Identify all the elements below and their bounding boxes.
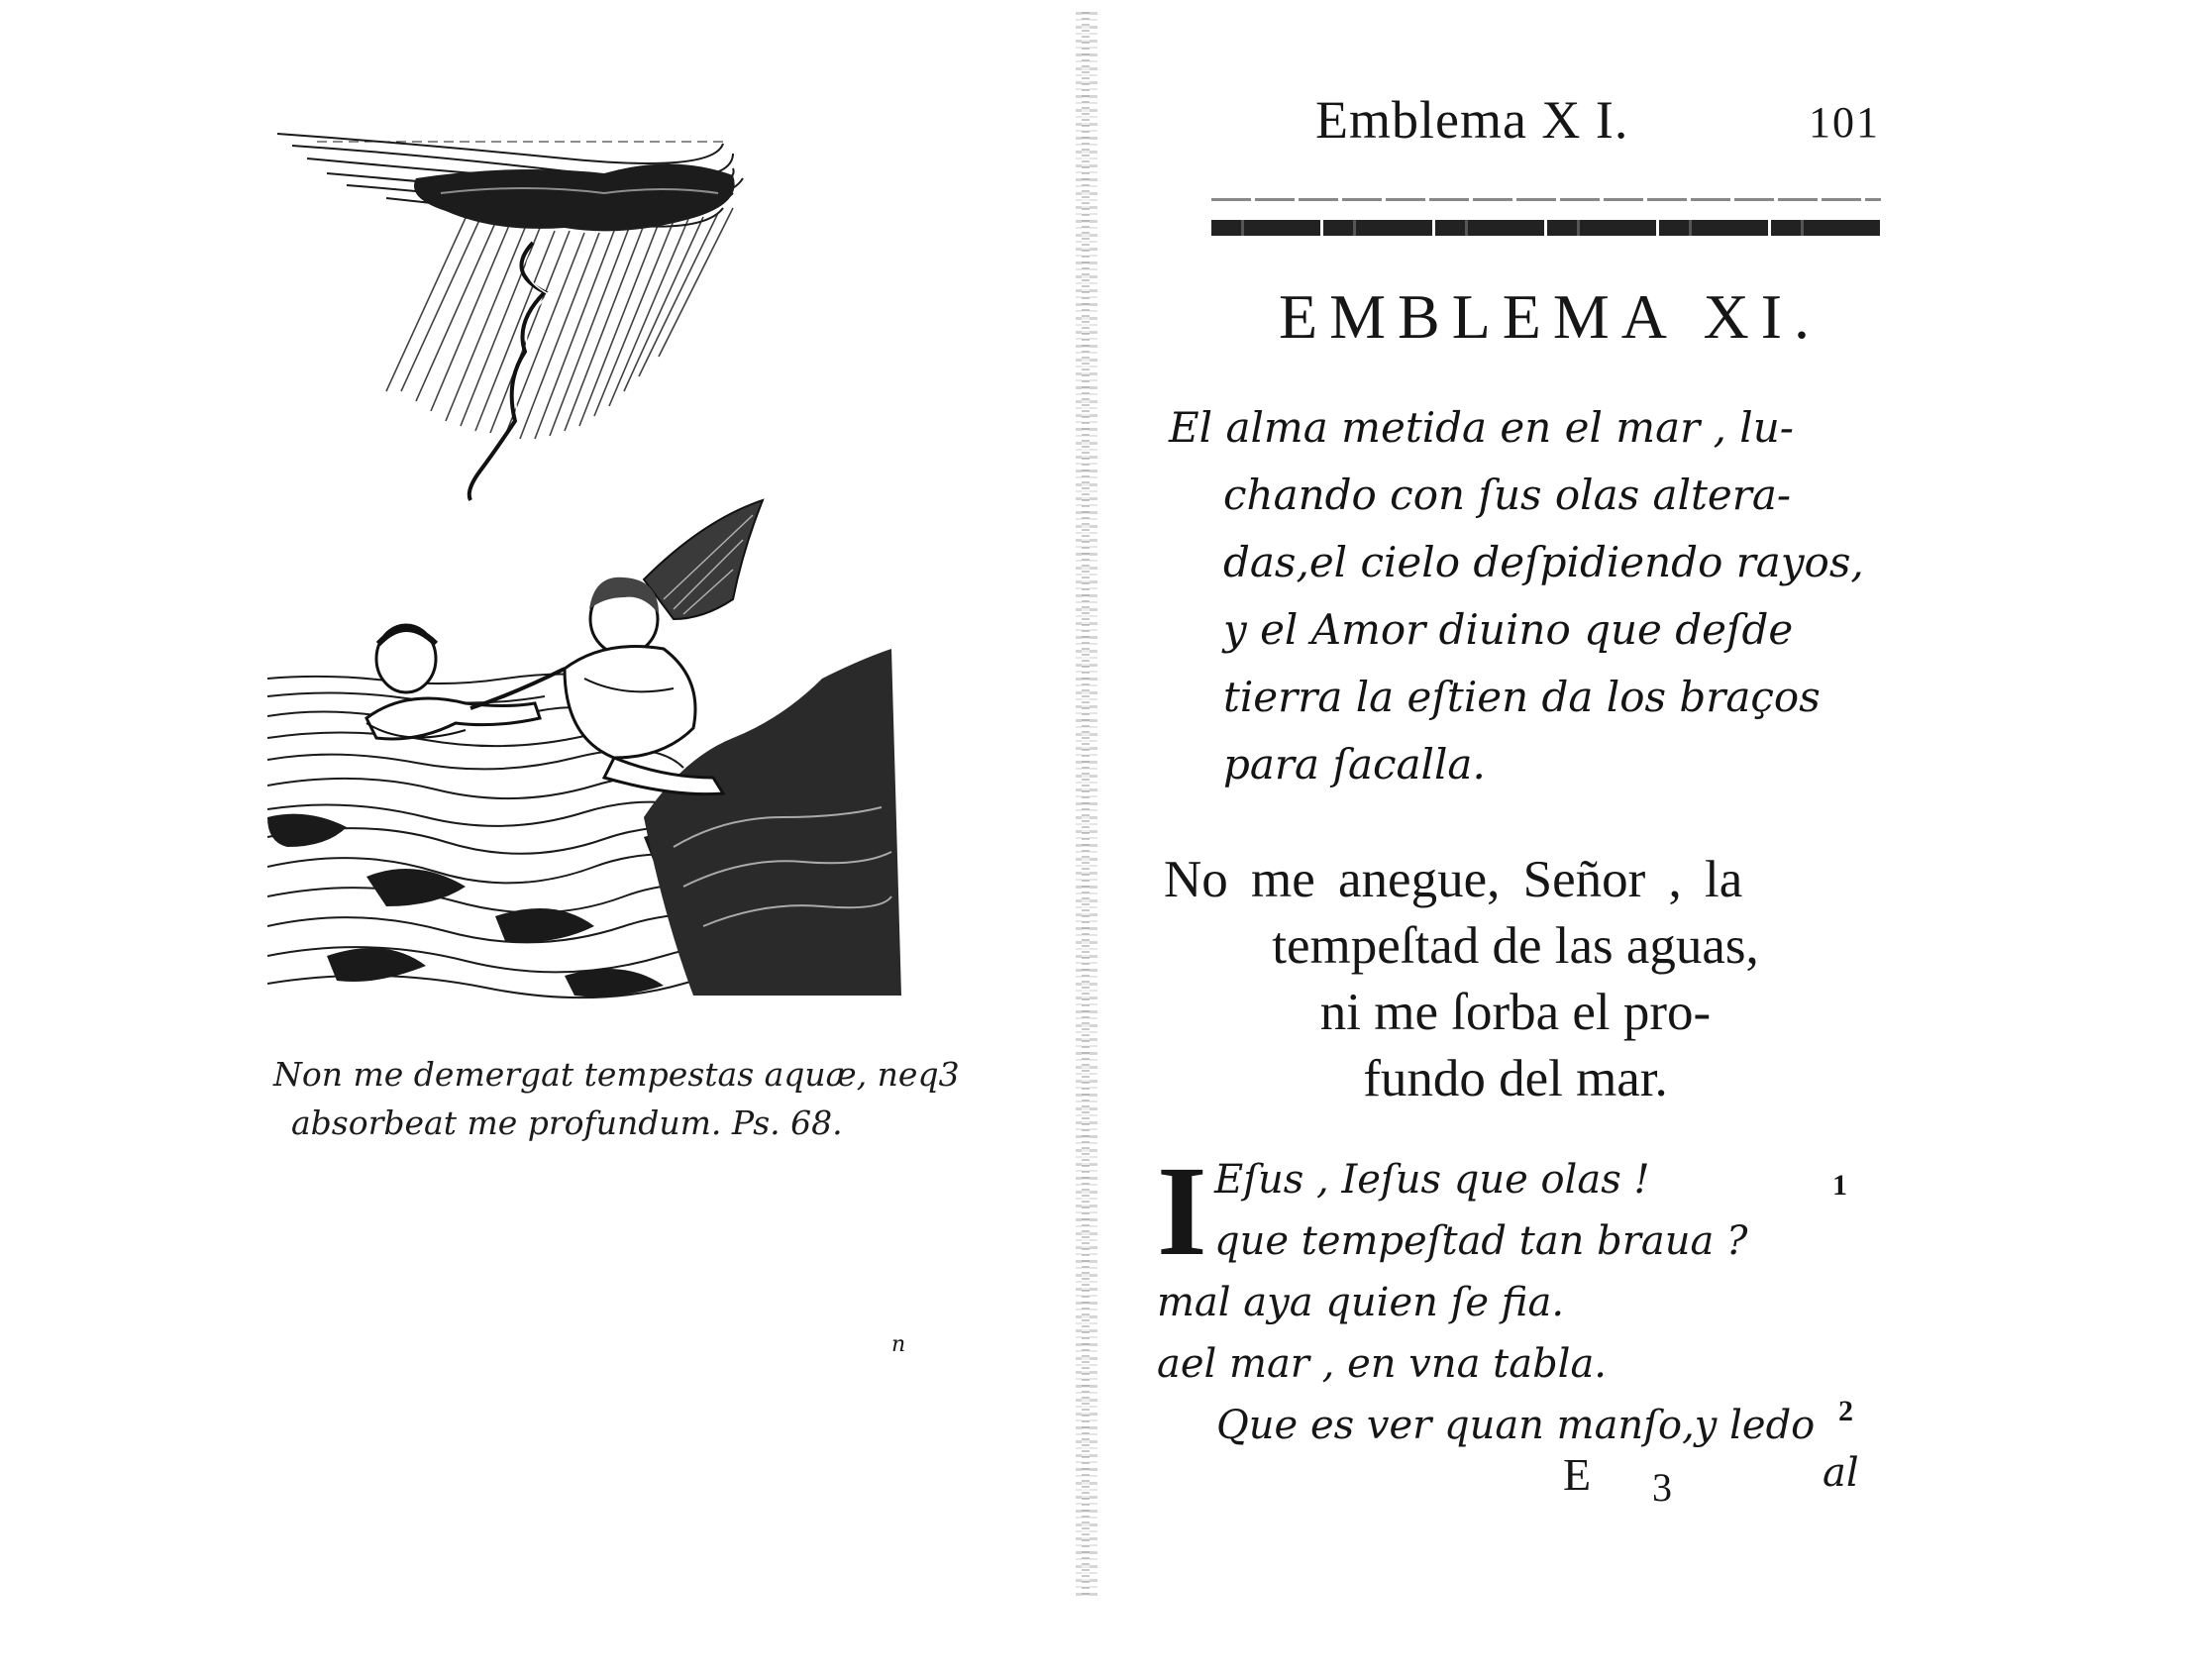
ornamental-rule xyxy=(1211,220,1881,236)
poem-line-3: mal aya quien ſe fia. xyxy=(1157,1280,1565,1325)
poem-line-4: ael mar , en vna tabla. xyxy=(1157,1341,1608,1387)
poem-line-2: que tempeſtad tan braua ? xyxy=(1214,1218,1748,1264)
engraving-caption xyxy=(273,1050,960,1147)
drop-cap: I xyxy=(1157,1140,1207,1283)
caption-line-2: absorbeat me profundum. Ps. 68. xyxy=(291,1103,843,1142)
running-head xyxy=(1276,89,1880,158)
emblem-description xyxy=(1169,394,1882,798)
scripture-quote xyxy=(1154,847,1877,1112)
poem-line-1: Eſus , Ieſus que olas ! xyxy=(1214,1157,1650,1203)
motto-line-2: chando con ſus olas altera- xyxy=(1223,471,1792,519)
motto-line-1: El alma metida en el mar , lu- xyxy=(1169,403,1794,452)
signature-mark: E xyxy=(1563,1449,1596,1500)
poem-line-5: Que es ver quan manſo,y ledo xyxy=(1216,1403,1816,1448)
stray-mark: n xyxy=(891,1332,906,1357)
signature-number: 3 xyxy=(1652,1465,1672,1510)
verse-number-2: 2 xyxy=(1838,1395,1853,1427)
running-head-title: Emblema X I. xyxy=(1315,90,1629,150)
motto-line-5: tierra la eſtien da los braços xyxy=(1223,673,1821,721)
quote-line-3: ni me ſorba el pro- xyxy=(1319,984,1712,1041)
rain-streaks xyxy=(386,208,733,439)
ornamental-rule-top xyxy=(1211,198,1881,201)
motto-line-4: y el Amor diuino que deſde xyxy=(1223,605,1794,654)
motto-line-6: para ſacalla. xyxy=(1223,740,1486,788)
quote-line-1: No me anegue, Señor , la xyxy=(1164,851,1743,908)
quote-line-2: tempeſtad de las aguas, xyxy=(1272,917,1759,975)
dark-cloud-mass xyxy=(414,163,735,231)
caption-line-1: Non me demergat tempestas aquæ, neq3 xyxy=(273,1055,960,1094)
left-page xyxy=(0,0,1080,1680)
verse-number-1: 1 xyxy=(1832,1169,1847,1202)
quote-line-4: fundo del mar. xyxy=(1363,1050,1668,1107)
lightning-bolt xyxy=(469,243,545,500)
emblem-illustration xyxy=(267,124,911,1025)
motto-line-3: das,el cielo deſpidiendo rayos, xyxy=(1223,538,1864,586)
page-number: 101 xyxy=(1809,98,1880,147)
poem xyxy=(1157,1140,1880,1456)
emblem-heading: EMBLEMA XI. xyxy=(1279,281,1822,352)
engraving-storm-sea-angel xyxy=(267,124,911,1025)
catchword: al xyxy=(1823,1450,1859,1496)
